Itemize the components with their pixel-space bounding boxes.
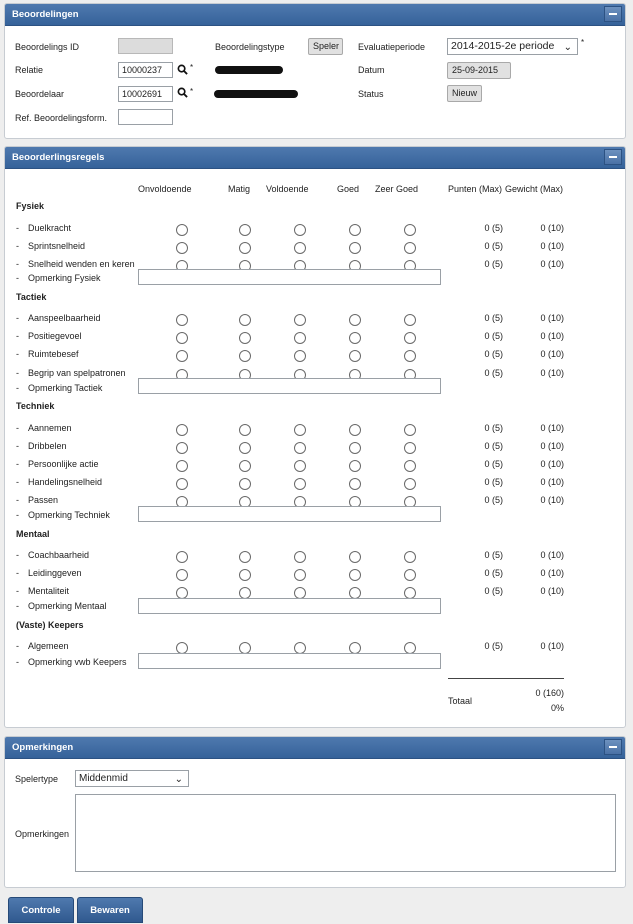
punten-value: 0 (5) <box>484 331 503 341</box>
gewicht-value: 0 (10) <box>540 331 564 341</box>
punten-value: 0 (5) <box>484 313 503 323</box>
punten-value: 0 (5) <box>484 423 503 433</box>
rating-radio-1[interactable] <box>176 569 188 581</box>
col-gewicht: Gewicht (Max) <box>505 184 564 194</box>
category-keepers: (Vaste) Keepers <box>16 620 84 630</box>
totaal-value: 0 (160) <box>535 688 564 698</box>
category-techniek: Techniek <box>16 401 55 411</box>
col-onvoldoende: Onvoldoende <box>138 184 192 194</box>
rating-radio-3[interactable] <box>294 350 306 362</box>
datum-value: 25-09-2015 <box>447 62 511 79</box>
beoordelaar-field[interactable]: 10002691 <box>118 86 173 102</box>
rating-radio-4[interactable] <box>349 551 361 563</box>
category-tactiek: Tactiek <box>16 292 47 302</box>
beoordelingen-header <box>5 4 625 26</box>
dash: - <box>16 459 19 469</box>
search-icon[interactable] <box>177 87 188 98</box>
opmerkingen-textarea[interactable] <box>75 794 616 872</box>
rating-radio-4[interactable] <box>349 460 361 472</box>
controle-button[interactable]: Controle <box>8 897 74 923</box>
dash: - <box>16 441 19 451</box>
remark-label-techniek: Opmerking Techniek <box>28 510 110 520</box>
opmerkingen-header <box>5 737 625 759</box>
punten-value: 0 (5) <box>484 550 503 560</box>
rating-radio-1[interactable] <box>176 332 188 344</box>
spelertype-value: Middenmid <box>79 773 128 784</box>
gewicht-value: 0 (10) <box>540 368 564 378</box>
rating-radio-1[interactable] <box>176 350 188 362</box>
rating-radio-3[interactable] <box>294 332 306 344</box>
periode-value: 2014-2015-2e periode <box>451 40 555 52</box>
rating-radio-2[interactable] <box>239 424 251 436</box>
criterion-label: Sprintsnelheid <box>28 241 86 251</box>
punten-value: 0 (5) <box>484 441 503 451</box>
relatie-label: Relatie <box>15 65 44 75</box>
gewicht-value: 0 (10) <box>540 313 564 323</box>
redacted-name <box>215 66 283 74</box>
beoordelaar-label: Beoordelaar <box>15 89 65 99</box>
criterion-label: Coachbaarheid <box>28 550 90 560</box>
rating-radio-3[interactable] <box>294 551 306 563</box>
rating-radio-2[interactable] <box>239 442 251 454</box>
rating-radio-3[interactable] <box>294 460 306 472</box>
periode-label: Evaluatieperiode <box>358 42 426 52</box>
rating-radio-5[interactable] <box>404 350 416 362</box>
rating-radio-5[interactable] <box>404 314 416 326</box>
rating-radio-5[interactable] <box>404 460 416 472</box>
rating-radio-2[interactable] <box>239 478 251 490</box>
punten-value: 0 (5) <box>484 349 503 359</box>
panel-title: Opmerkingen <box>12 742 74 753</box>
dash: - <box>16 568 19 578</box>
rating-radio-5[interactable] <box>404 478 416 490</box>
gewicht-value: 0 (10) <box>540 477 564 487</box>
punten-value: 0 (5) <box>484 586 503 596</box>
bewaren-button[interactable]: Bewaren <box>77 897 143 923</box>
category-fysiek: Fysiek <box>16 201 45 211</box>
punten-value: 0 (5) <box>484 368 503 378</box>
dash: - <box>16 241 19 251</box>
dash: - <box>16 586 19 596</box>
rating-radio-5[interactable] <box>404 569 416 581</box>
rating-radio-3[interactable] <box>294 314 306 326</box>
dash: - <box>16 223 19 233</box>
gewicht-value: 0 (10) <box>540 550 564 560</box>
rating-radio-4[interactable] <box>349 478 361 490</box>
search-icon[interactable] <box>177 64 188 75</box>
criterion-label: Duelkracht <box>28 223 72 233</box>
spelertype-label: Spelertype <box>15 774 59 784</box>
panel-title: Beoordelingen <box>12 9 79 20</box>
ref-label: Ref. Beoordelingsform. <box>15 113 108 123</box>
remark-input-techniek[interactable] <box>138 506 441 522</box>
rating-radio-1[interactable] <box>176 424 188 436</box>
rating-radio-3[interactable] <box>294 424 306 436</box>
criterion-label: Snelheid wenden en keren <box>28 259 135 269</box>
rating-radio-2[interactable] <box>239 314 251 326</box>
rating-radio-3[interactable] <box>294 478 306 490</box>
rating-radio-2[interactable] <box>239 332 251 344</box>
punten-value: 0 (5) <box>484 477 503 487</box>
rating-radio-5[interactable] <box>404 442 416 454</box>
gewicht-value: 0 (10) <box>540 241 564 251</box>
gewicht-value: 0 (10) <box>540 641 564 651</box>
opmerkingen-label: Opmerkingen <box>15 829 70 839</box>
rating-radio-1[interactable] <box>176 442 188 454</box>
gewicht-value: 0 (10) <box>540 349 564 359</box>
beoordelings-id-field[interactable] <box>118 38 173 54</box>
dash: - <box>16 495 19 505</box>
gewicht-value: 0 (10) <box>540 423 564 433</box>
collapse-icon[interactable] <box>604 149 622 165</box>
dash: - <box>16 368 19 378</box>
rating-radio-1[interactable] <box>176 478 188 490</box>
rating-radio-3[interactable] <box>294 242 306 254</box>
dash: - <box>16 383 19 393</box>
criterion-label: Passen <box>28 495 59 505</box>
gewicht-value: 0 (10) <box>540 223 564 233</box>
rating-radio-2[interactable] <box>239 350 251 362</box>
criterion-label: Dribbelen <box>28 441 67 451</box>
punten-value: 0 (5) <box>484 495 503 505</box>
punten-value: 0 (5) <box>484 459 503 469</box>
rating-radio-5[interactable] <box>404 551 416 563</box>
punten-value: 0 (5) <box>484 241 503 251</box>
rating-radio-1[interactable] <box>176 224 188 236</box>
criterion-label: Leidinggeven <box>28 568 82 578</box>
rating-radio-4[interactable] <box>349 224 361 236</box>
panel-title: Beoorderlingsregels <box>12 152 105 163</box>
rating-radio-4[interactable] <box>349 424 361 436</box>
total-divider <box>448 678 564 679</box>
status-label: Status <box>358 89 384 99</box>
type-value: Speler <box>308 38 343 55</box>
col-zeer-goed: Zeer Goed <box>375 184 419 194</box>
remark-label-fysiek: Opmerking Fysiek <box>28 273 101 283</box>
rating-radio-2[interactable] <box>239 569 251 581</box>
relatie-field[interactable]: 10000237 <box>118 62 173 78</box>
gewicht-value: 0 (10) <box>540 568 564 578</box>
required-mark: * <box>190 63 194 72</box>
redacted-name <box>214 90 298 98</box>
criterion-label: Ruimtebesef <box>28 349 79 359</box>
id-label: Beoordelings ID <box>15 42 80 52</box>
rating-radio-5[interactable] <box>404 224 416 236</box>
remark-label-tactiek: Opmerking Tactiek <box>28 383 103 393</box>
col-goed: Goed <box>337 184 360 194</box>
dash: - <box>16 641 19 651</box>
col-punten: Punten (Max) <box>448 184 503 194</box>
rating-radio-2[interactable] <box>239 460 251 472</box>
collapse-icon[interactable] <box>604 6 622 22</box>
rating-radio-4[interactable] <box>349 442 361 454</box>
status-badge: Nieuw <box>447 85 482 102</box>
punten-value: 0 (5) <box>484 641 503 651</box>
ref-field[interactable] <box>118 109 173 125</box>
totaal-label: Totaal <box>448 696 473 706</box>
punten-value: 0 (5) <box>484 259 503 269</box>
gewicht-value: 0 (10) <box>540 459 564 469</box>
rating-radio-3[interactable] <box>294 442 306 454</box>
dash: - <box>16 273 19 283</box>
rating-radio-1[interactable] <box>176 551 188 563</box>
criterion-label: Persoonlijke actie <box>28 459 99 469</box>
gewicht-value: 0 (10) <box>540 441 564 451</box>
dash: - <box>16 349 19 359</box>
periode-select[interactable] <box>447 38 578 55</box>
datum-label: Datum <box>358 65 385 75</box>
type-label: Beoordelingstype <box>215 42 285 52</box>
criterion-label: Aannemen <box>28 423 72 433</box>
chevron-down-icon: ⌄ <box>563 42 572 53</box>
collapse-icon[interactable] <box>604 739 622 755</box>
rating-radio-1[interactable] <box>176 314 188 326</box>
dash: - <box>16 259 19 269</box>
dash: - <box>16 423 19 433</box>
dash: - <box>16 477 19 487</box>
punten-value: 0 (5) <box>484 223 503 233</box>
rating-radio-1[interactable] <box>176 242 188 254</box>
rating-radio-2[interactable] <box>239 224 251 236</box>
chevron-down-icon: ⌄ <box>174 774 183 785</box>
totaal-percent: 0% <box>550 703 564 713</box>
criterion-label: Aanspeelbaarheid <box>28 313 101 323</box>
col-matig: Matig <box>228 184 251 194</box>
gewicht-value: 0 (10) <box>540 495 564 505</box>
remark-input-mentaal[interactable] <box>138 598 441 614</box>
dash: - <box>16 550 19 560</box>
rating-radio-4[interactable] <box>349 569 361 581</box>
rating-radio-5[interactable] <box>404 242 416 254</box>
criterion-label: Handelingsnelheid <box>28 477 103 487</box>
rating-radio-3[interactable] <box>294 569 306 581</box>
remark-input-tactiek[interactable] <box>138 378 441 394</box>
punten-value: 0 (5) <box>484 568 503 578</box>
rating-radio-5[interactable] <box>404 332 416 344</box>
rating-radio-3[interactable] <box>294 224 306 236</box>
criterion-label: Positiegevoel <box>28 331 82 341</box>
dash: - <box>16 510 19 520</box>
dash: - <box>16 313 19 323</box>
rating-radio-2[interactable] <box>239 242 251 254</box>
rating-radio-4[interactable] <box>349 350 361 362</box>
dash: - <box>16 601 19 611</box>
dash: - <box>16 657 19 667</box>
beoordelingsregels-header <box>5 147 625 169</box>
required-mark: * <box>581 38 585 47</box>
rating-radio-2[interactable] <box>239 551 251 563</box>
rating-radio-4[interactable] <box>349 242 361 254</box>
remark-label-keepers: Opmerking vwb Keepers <box>28 657 127 667</box>
required-mark: * <box>190 87 194 96</box>
dash: - <box>16 331 19 341</box>
gewicht-value: 0 (10) <box>540 586 564 596</box>
category-mentaal: Mentaal <box>16 529 50 539</box>
remark-input-keepers[interactable] <box>138 653 441 669</box>
gewicht-value: 0 (10) <box>540 259 564 269</box>
rating-radio-5[interactable] <box>404 424 416 436</box>
criterion-label: Mentaliteit <box>28 586 70 596</box>
col-voldoende: Voldoende <box>266 184 309 194</box>
rating-radio-4[interactable] <box>349 314 361 326</box>
remark-input-fysiek[interactable] <box>138 269 441 285</box>
remark-label-mentaal: Opmerking Mentaal <box>28 601 107 611</box>
criterion-label: Begrip van spelpatronen <box>28 368 126 378</box>
rating-radio-4[interactable] <box>349 332 361 344</box>
spelertype-select[interactable] <box>75 770 189 787</box>
rating-radio-1[interactable] <box>176 460 188 472</box>
criterion-label: Algemeen <box>28 641 69 651</box>
